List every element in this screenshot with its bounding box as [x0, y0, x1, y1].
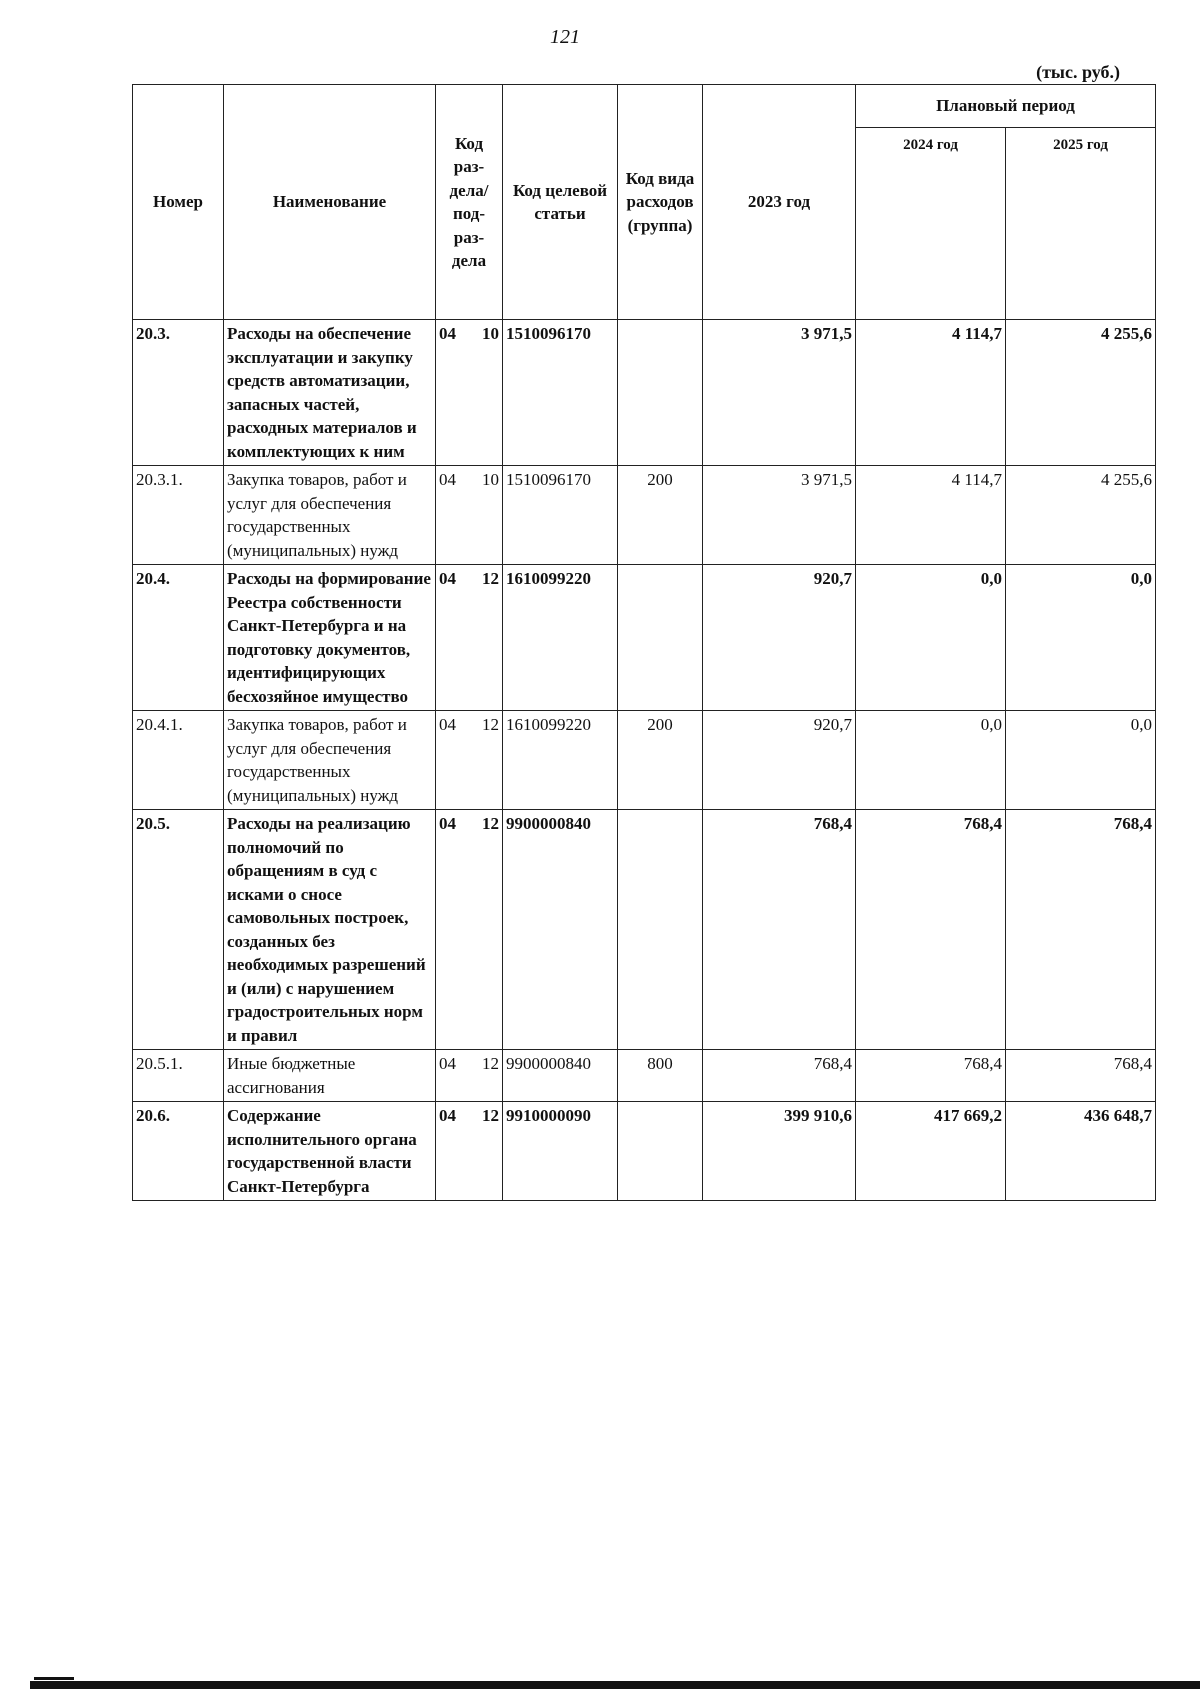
- row-name: Иные бюджетные ассигнования: [224, 1050, 436, 1102]
- subsection: 12: [482, 715, 499, 734]
- row-name: Расходы на формирование Реестра собственности Санкт-Петербурга и на подготовку документов, идентифицирующих бесхозяйное имущество: [224, 565, 436, 711]
- header-year-2025: 2025 год: [1006, 128, 1156, 320]
- section: 04: [439, 470, 456, 489]
- row-2024: 417 669,2: [856, 1102, 1006, 1201]
- row-target-code: 1610099220: [503, 565, 618, 711]
- budget-table: [132, 84, 1156, 1201]
- row-expense-type: [618, 320, 703, 466]
- subsection: 12: [482, 569, 499, 588]
- row-name: Закупка товаров, работ и услуг для обеспечения государственных (муниципальных) нужд: [224, 711, 436, 810]
- table-row: [133, 711, 1156, 810]
- row-2023: 768,4: [703, 810, 856, 1050]
- header-row: [133, 85, 1156, 128]
- section: 04: [439, 814, 456, 833]
- row-2024: 768,4: [856, 810, 1006, 1050]
- row-2024: 768,4: [856, 1050, 1006, 1102]
- row-section-code: [436, 1050, 503, 1102]
- row-number: 20.4.: [133, 565, 224, 711]
- row-name: Расходы на реализацию полномочий по обращениям в суд с исками о сносе самовольных построек, созданных без необходимых разрешений и (или) с нарушением градостроительных норм и правил: [224, 810, 436, 1050]
- header-planning-period: Плановый период: [856, 85, 1156, 128]
- scan-artifact: [34, 1677, 74, 1680]
- row-expense-type: 200: [618, 466, 703, 565]
- row-name: Закупка товаров, работ и услуг для обеспечения государственных (муниципальных) нужд: [224, 466, 436, 565]
- section: 04: [439, 1106, 456, 1125]
- row-number: 20.6.: [133, 1102, 224, 1201]
- row-target-code: 1610099220: [503, 711, 618, 810]
- page-footer-rule: [30, 1681, 1200, 1689]
- units-label: (тыс. руб.): [1036, 62, 1120, 82]
- row-section-code: [436, 1102, 503, 1201]
- subsection: 12: [482, 814, 499, 833]
- row-number: 20.5.: [133, 810, 224, 1050]
- row-number: 20.4.1.: [133, 711, 224, 810]
- header-name: Наименование: [224, 85, 436, 320]
- row-number: 20.5.1.: [133, 1050, 224, 1102]
- row-expense-type: [618, 565, 703, 711]
- row-target-code: 9900000840: [503, 1050, 618, 1102]
- header-year-2024: 2024 год: [856, 128, 1006, 320]
- row-2025: 4 255,6: [1006, 466, 1156, 565]
- header-year-2023: 2023 год: [703, 85, 856, 320]
- subsection: 10: [482, 470, 499, 489]
- section: 04: [439, 324, 456, 343]
- row-2025: 768,4: [1006, 810, 1156, 1050]
- row-number: 20.3.1.: [133, 466, 224, 565]
- row-2023: 3 971,5: [703, 466, 856, 565]
- row-section-code: [436, 711, 503, 810]
- row-2023: 920,7: [703, 711, 856, 810]
- subsection: 10: [482, 324, 499, 343]
- row-2025: 0,0: [1006, 711, 1156, 810]
- row-expense-type: 200: [618, 711, 703, 810]
- row-2025: 0,0: [1006, 565, 1156, 711]
- row-2023: 3 971,5: [703, 320, 856, 466]
- row-2025: 768,4: [1006, 1050, 1156, 1102]
- row-2024: 0,0: [856, 711, 1006, 810]
- table-row: [133, 1050, 1156, 1102]
- table-row: [133, 565, 1156, 711]
- row-2024: 4 114,7: [856, 320, 1006, 466]
- row-section-code: [436, 810, 503, 1050]
- row-2023: 920,7: [703, 565, 856, 711]
- row-target-code: 9910000090: [503, 1102, 618, 1201]
- table-row: [133, 320, 1156, 466]
- section: 04: [439, 1054, 456, 1073]
- row-2025: 436 648,7: [1006, 1102, 1156, 1201]
- row-2024: 4 114,7: [856, 466, 1006, 565]
- row-target-code: 1510096170: [503, 320, 618, 466]
- row-2025: 4 255,6: [1006, 320, 1156, 466]
- row-2023: 399 910,6: [703, 1102, 856, 1201]
- row-section-code: [436, 320, 503, 466]
- row-section-code: [436, 466, 503, 565]
- subsection: 12: [482, 1054, 499, 1073]
- row-number: 20.3.: [133, 320, 224, 466]
- section: 04: [439, 715, 456, 734]
- row-target-code: 9900000840: [503, 810, 618, 1050]
- row-2024: 0,0: [856, 565, 1006, 711]
- header-section-code: Код раз-дела/ под-раз-дела: [436, 85, 503, 320]
- row-2023: 768,4: [703, 1050, 856, 1102]
- section: 04: [439, 569, 456, 588]
- header-number: Номер: [133, 85, 224, 320]
- row-name: Содержание исполнительного органа государственной власти Санкт-Петербурга: [224, 1102, 436, 1201]
- row-target-code: 1510096170: [503, 466, 618, 565]
- table-row: [133, 1102, 1156, 1201]
- row-expense-type: [618, 810, 703, 1050]
- row-section-code: [436, 565, 503, 711]
- row-expense-type: [618, 1102, 703, 1201]
- row-expense-type: 800: [618, 1050, 703, 1102]
- page-number: 121: [550, 26, 580, 48]
- header-expense-type: Код вида расходов (группа): [618, 85, 703, 320]
- header-target-code: Код целевой статьи: [503, 85, 618, 320]
- table-row: [133, 810, 1156, 1050]
- table-row: [133, 466, 1156, 565]
- subsection: 12: [482, 1106, 499, 1125]
- row-name: Расходы на обеспечение эксплуатации и закупку средств автоматизации, запасных частей, расходных материалов и комплектующих к ним: [224, 320, 436, 466]
